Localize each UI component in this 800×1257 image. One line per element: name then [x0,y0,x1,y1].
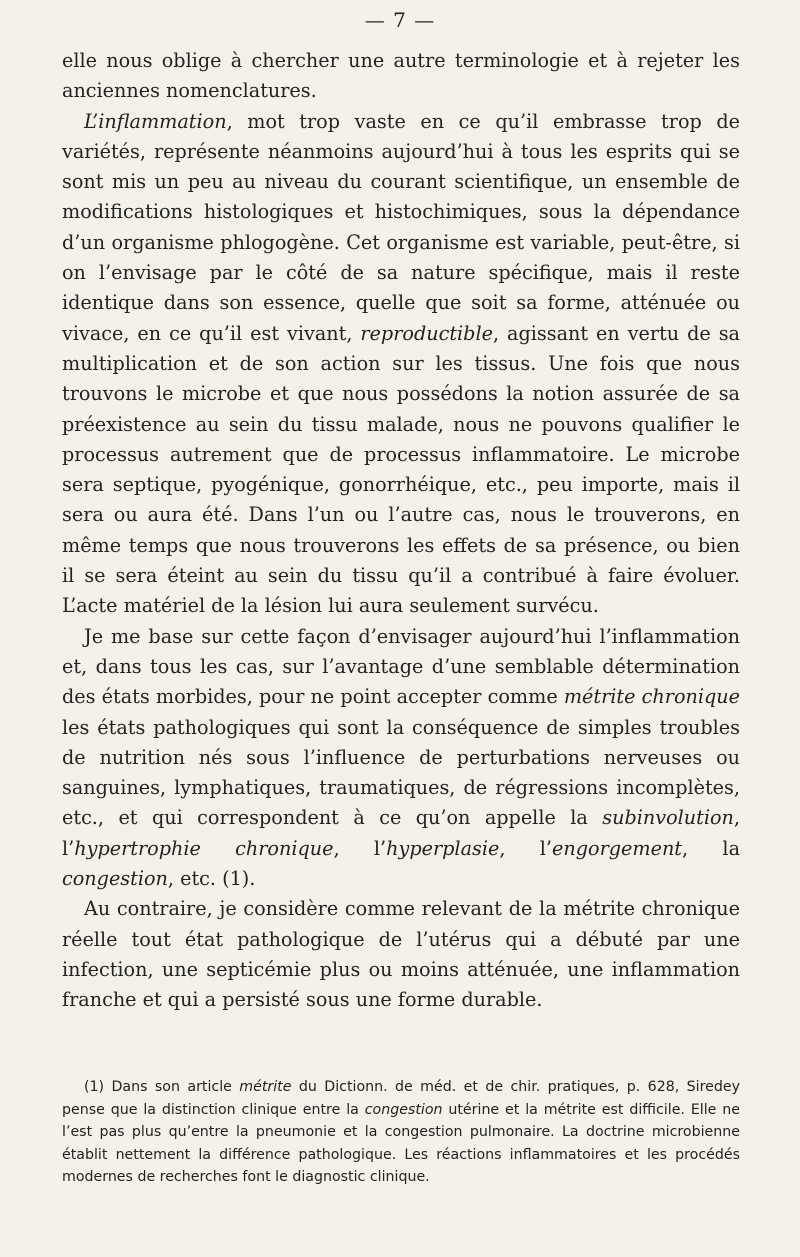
paragraph-text: Je me base sur cette façon d’envisager aujourd’hui l’inflammation et, dans tous les cas, sur l’avantage d’une semblable détermination des états morbides, pour ne point accepter comme [62,624,740,709]
paragraph-1: elle nous oblige à chercher une autre terminologie et à rejeter les anciennes nomenclatures. [62,49,740,103]
emphasis: hypertrophie chronique [74,836,334,860]
footnote-text: (1) Dans son article [84,1079,240,1095]
emphasis: métrite chronique [563,685,740,709]
paragraph-text: , l’ [499,836,553,860]
emphasis: engorgement [552,836,683,860]
emphasis: L’inflammation [84,109,227,133]
main-text [62,46,740,1016]
footnote-1 [62,1076,740,1189]
paragraph-2 [62,107,740,622]
paragraph-4: Au contraire, je considère comme relevant de la métrite chronique réelle tout état pathologique de l’utérus qui a débuté par une infection, une septicémie plus ou moins atténuée, une inflammation franche et qui a persisté sous une forme durable. [62,897,740,1012]
paragraph-text: , l’ [62,806,740,860]
paragraph-text: , agissant en vertu de sa multiplication et de son action sur les tissus. Une fois que nous trouvons le microbe et que nous possédons la notion assurée de sa préexistence au sein du tissu malade, nous ne pouvons qualifier le processus autrement que de processus inflammatoire. Le microbe sera septique, pyogénique, gonorrhéique, etc., peu importe, mais il sera ou aura été. Dans l’un ou l’autre cas, nous le trouverons, en même temps que nous trouverons les effets de sa présence, ou bien il se sera éteint au sein du tissu qu’il a contribué à faire évoluer. L’acte matériel de la lésion lui aura seulement survécu. [62,321,740,618]
paragraph-text: , la [682,836,741,860]
paragraph-3 [62,622,740,895]
footnote-text: du Dictionn. de méd. et de chir. pratiques, p. 628, Siredey pense que la distinction clinique entre la [62,1079,740,1118]
emphasis: congestion [62,867,168,891]
emphasis: congestion [364,1101,443,1118]
emphasis: hyperplasie [386,836,500,860]
footnote-text: utérine et la métrite est difficile. Elle ne l’est pas plus qu’entre la pneumonie et la congestion pulmonaire. La doctrine microbienne établit nettement la différence pathologique. Les réactions inflammatoires et les procédés modernes de recherches font le diagnostic clinique. [62,1101,741,1186]
page-number: — 7 — [364,8,436,32]
footnotes [62,1076,740,1189]
paragraph-text: , etc. (1). [167,867,256,891]
paragraph-text: , mot trop vaste en ce qu’il embrasse trop de variétés, représente néanmoins aujourd’hui à tous les esprits qui se sont mis un peu au niveau du courant scientifique, un ensemble de modifications histologiques et histochimiques, sous la dépendance d’un organisme phlogogène. Cet organisme est variable, peut-être, si on l’envisage par le côté de sa nature spécifique, mais il reste identique dans son essence, quelle que soit sa forme, atténuée ou vivace, en ce qu’il est vivant, [62,109,740,345]
emphasis: subinvolution [602,806,734,830]
paragraph-text: , l’ [333,836,387,860]
emphasis: reproductible [360,321,493,345]
emphasis: métrite [239,1079,292,1095]
paragraph-text: les états pathologiques qui sont la conséquence de simples troubles de nutrition nés sous l’influence de perturbations nerveuses ou sanguines, lymphatiques, traumatiques, de régressions incomplètes, etc., et qui correspondent à ce qu’on appelle la [62,715,740,830]
